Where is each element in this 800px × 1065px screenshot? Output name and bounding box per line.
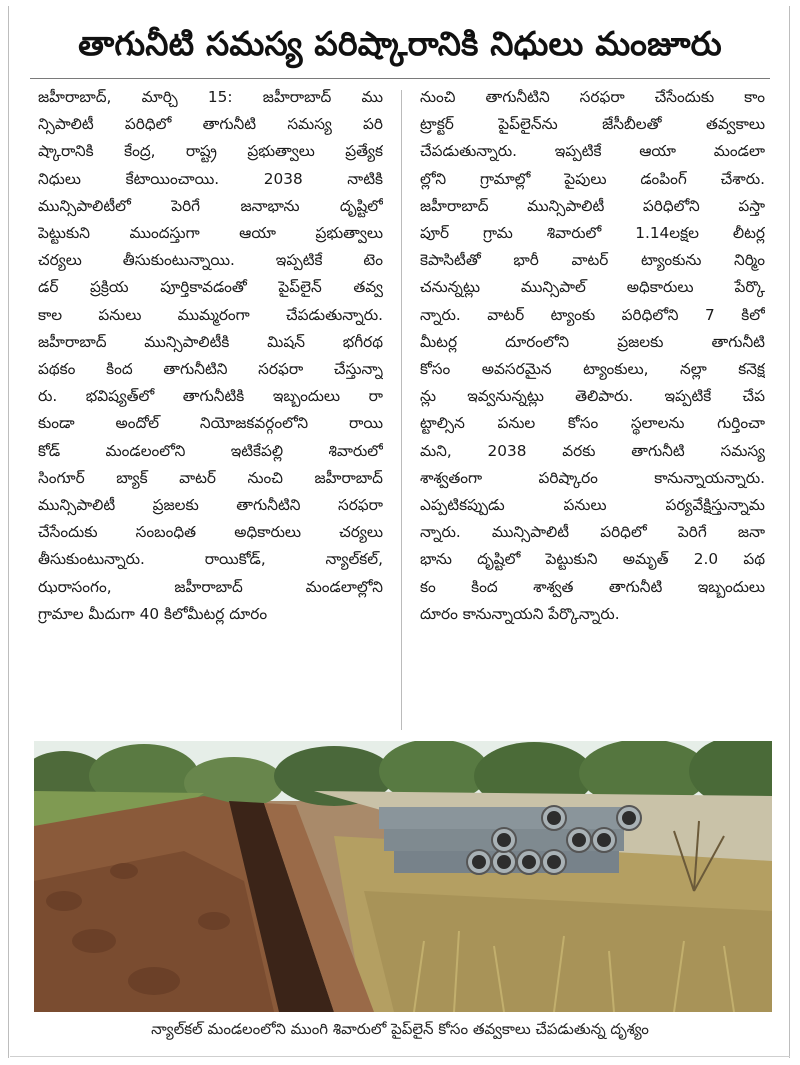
article-line: నిధులు కేటాయించాయి. 2038 నాటికి xyxy=(38,169,383,188)
article-line: ట్రాక్టర్ పైప్‌లైన్‌ను జేసీబీలతో తవ్వకాలు xyxy=(420,115,765,134)
article-line: న్లు ఇవ్వనున్నట్లు తెలిపారు. ఇప్పటికే చేప xyxy=(420,387,765,406)
article-line: ల్లోని గ్రామాల్లో పైపులు డంపింగ్ చేశారు. xyxy=(420,169,765,188)
article-column-right xyxy=(420,84,765,628)
article-line: గ్రామాల మీదుగా 40 కిలోమీటర్ల దూరం xyxy=(38,604,268,623)
article-line: భాను దృష్టిలో పెట్టుకుని అమృత్ 2.0 పథ xyxy=(420,550,765,569)
article-line: చర్యలు తీసుకుంటున్నాయి. ఇప్పటికే టెం xyxy=(38,251,383,270)
column-divider xyxy=(401,90,402,730)
article-line: జహీరాబాద్, మార్చి 15: జహీరాబాద్ ము xyxy=(38,88,383,106)
headline: తాగునీటి సమస్య పరిష్కారానికి నిధులు మంజూరు xyxy=(78,24,722,63)
bottom-rule xyxy=(10,1056,790,1057)
article-line: ట్టాల్సిన పనుల కోసం స్థలాలను గుర్తించా xyxy=(420,414,765,433)
article-line: జహీరాబాద్ మున్సిపాలిటీ పరిధిలోని పస్తా xyxy=(420,196,765,215)
article-line: కోసం అవసరమైన ట్యాంకులు, నల్లా కనెక్ష xyxy=(420,360,765,379)
article-column-left xyxy=(38,84,383,628)
article-line: చనున్నట్లు మున్సిపాల్ అధికారులు పేర్కొ xyxy=(420,278,765,297)
article-line: న్నారు. మున్సిపాలిటీ పరిధిలో పెరిగే జనా xyxy=(420,523,765,542)
article-line: జహీరాబాద్ మున్సిపాలిటీకి మిషన్ భగీరథ xyxy=(38,332,383,351)
photo-caption: న్యాల్‌కల్ మండలంలోని ముంగి శివారులో పైప్‌లైన్ కోసం తవ్వకాలు చేపడుతున్న దృశ్యం xyxy=(151,1020,649,1038)
article-line: న్నారు. వాటర్ ట్యాంకు పరిధిలోని 7 కిలో xyxy=(420,305,765,324)
article-line: పథకం కింద తాగునీటిని సరఫరా చేస్తున్నా xyxy=(38,360,383,379)
article-line: పూర్ గ్రామ శివారులో 1.14లక్షల లీటర్ల xyxy=(420,224,765,243)
article-line: రు. భవిష్యత్‌లో తాగునీటికి ఇబ్బందులు రా xyxy=(38,387,383,406)
article-line: తీసుకుంటున్నారు. రాయికోడ్, న్యాల్‌కల్, xyxy=(38,550,383,569)
article-line: ఝరాసంగం, జహీరాబాద్ మండలాల్లోని xyxy=(38,577,383,596)
article-line: పెట్టుకుని ముందస్తుగా ఆయా ప్రభుత్వాలు xyxy=(38,224,383,243)
article-line: నుంచి తాగునీటిని సరఫరా చేసేందుకు కాం xyxy=(420,88,765,106)
article-line: మున్సిపాలిటీ ప్రజలకు తాగునీటిని సరఫరా xyxy=(38,496,383,515)
article-line: శాశ్వతంగా పరిష్కారం కానున్నాయన్నారు. xyxy=(420,468,765,487)
article-line: చేపడుతున్నారు. ఇప్పటికే ఆయా మండలా xyxy=(420,142,765,161)
article-line: కాల పనులు ముమ్మరంగా చేపడుతున్నారు. xyxy=(38,305,383,324)
article-line: మని, 2038 వరకు తాగునీటి సమస్య xyxy=(420,441,765,460)
article-line: మున్సిపాలిటీలో పెరిగే జనాభాను దృష్టిలో xyxy=(38,196,383,215)
article-line: కుండా అందోల్ నియోజకవర్గంలోని రాయి xyxy=(38,414,383,433)
headline-rule xyxy=(30,78,770,79)
article-line: కెపాసిటీతో భారీ వాటర్ ట్యాంకును నిర్మిం xyxy=(420,251,765,270)
pipe-stack xyxy=(379,806,641,874)
article-line: డర్ ప్రక్రియ పూర్తికావడంతో పైప్‌లైన్ తవ్వ xyxy=(38,278,383,297)
article-line: కం కింద శాశ్వత తాగునీటి ఇబ్బందులు xyxy=(420,577,765,596)
article-line: చేసేందుకు సంబంధిత అధికారులు చర్యలు xyxy=(38,523,383,542)
article-line: సింగూర్ బ్యాక్ వాటర్ నుంచి జహీరాబాద్ xyxy=(38,468,383,487)
article-line: దూరం కానున్నాయని పేర్కొన్నారు. xyxy=(420,604,620,623)
article-line: మీటర్ల దూరంలోని ప్రజలకు తాగునీటి xyxy=(420,332,765,351)
news-photo xyxy=(34,741,772,1012)
article-line: ష్కారానికి కేంద్ర, రాష్ట్ర ప్రభుత్వాలు ప్రత్యేక xyxy=(38,142,383,161)
pipeline-trench-illustration xyxy=(34,741,772,1012)
article-line: ఎప్పటికప్పుడు పనులు పర్యవేక్షిస్తున్నామ xyxy=(420,496,765,515)
article-line: న్సిపాలిటీ పరిధిలో తాగునీటి సమస్య పరి xyxy=(38,115,383,134)
article-line: కోడ్ మండలంలోని ఇటికేపల్లి శివారులో xyxy=(38,441,383,460)
